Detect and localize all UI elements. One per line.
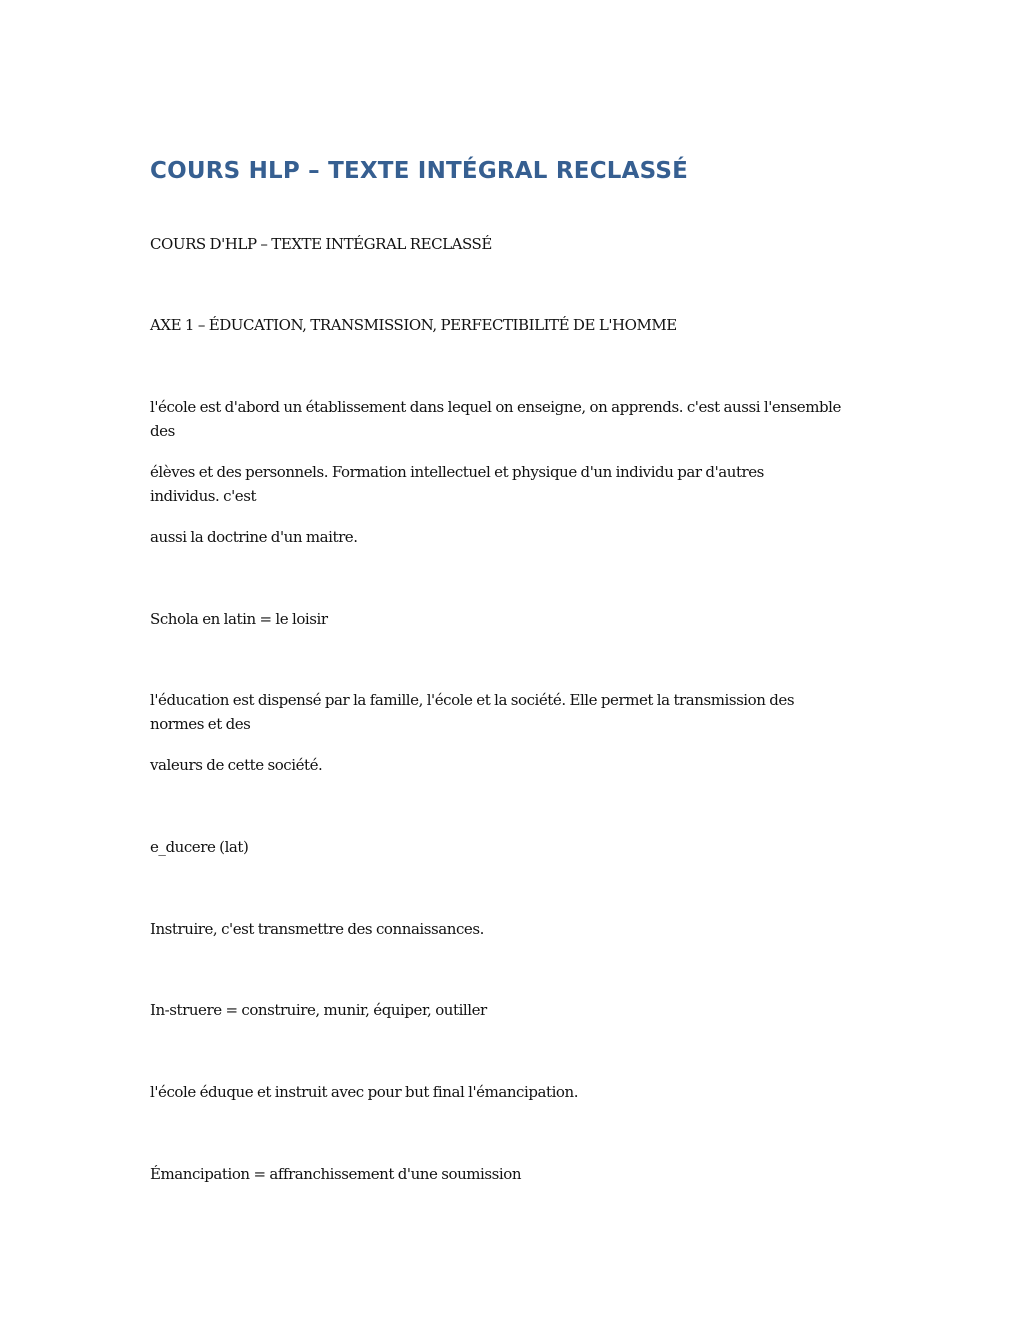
- paragraph-line: e_ducere (lat): [150, 838, 249, 856]
- paragraph-line: aussi la doctrine d'un maitre.: [150, 528, 358, 546]
- paragraph-line: l'école est d'abord un établissement dans lequel on enseigne, on apprends. c'est aussi l'ensemble: [150, 398, 841, 416]
- subtitle-paragraph: [150, 232, 870, 256]
- paragraph-line: normes et des: [150, 715, 251, 733]
- document-title: COURS HLP – TEXTE INTÉGRAL RECLASSÉ: [150, 158, 689, 184]
- paragraph-line: l'éducation est dispensé par la famille, l'école et la société. Elle permet la transmission des: [150, 691, 795, 709]
- paragraph-formation: [150, 460, 870, 508]
- paragraph-educere: [150, 835, 870, 859]
- paragraph-line: des: [150, 422, 175, 440]
- paragraph-line: COURS D'HLP – TEXTE INTÉGRAL RECLASSÉ: [150, 235, 492, 253]
- paragraph-instruere: [150, 998, 870, 1022]
- paragraph-line: élèves et des personnels. Formation intellectuel et physique d'un individu par d'autres: [150, 463, 764, 481]
- paragraph-line: Instruire, c'est transmettre des connaissances.: [150, 920, 484, 938]
- paragraph-instruire: [150, 917, 870, 941]
- paragraph-line: In-struere = construire, munir, équiper, outiller: [150, 1001, 487, 1019]
- paragraph-line: Émancipation = affranchissement d'une soumission: [150, 1165, 522, 1183]
- paragraph-education: [150, 688, 870, 736]
- paragraph-valeurs: [150, 753, 870, 777]
- paragraph-line: AXE 1 – ÉDUCATION, TRANSMISSION, PERFECTIBILITÉ DE L'HOMME: [150, 316, 677, 334]
- paragraph-doctrine: [150, 525, 870, 549]
- paragraph-emancipation-goal: [150, 1080, 870, 1104]
- paragraph-line: Schola en latin = le loisir: [150, 610, 328, 628]
- section-heading-axe-1: [150, 313, 870, 337]
- paragraph-line: individus. c'est: [150, 487, 257, 505]
- paragraph-line: valeurs de cette société.: [150, 756, 323, 774]
- paragraph-line: l'école éduque et instruit avec pour but final l'émancipation.: [150, 1083, 579, 1101]
- paragraph-schola: [150, 607, 870, 631]
- paragraph-ecole-definition: [150, 395, 870, 443]
- paragraph-emancipation-definition: [150, 1162, 870, 1186]
